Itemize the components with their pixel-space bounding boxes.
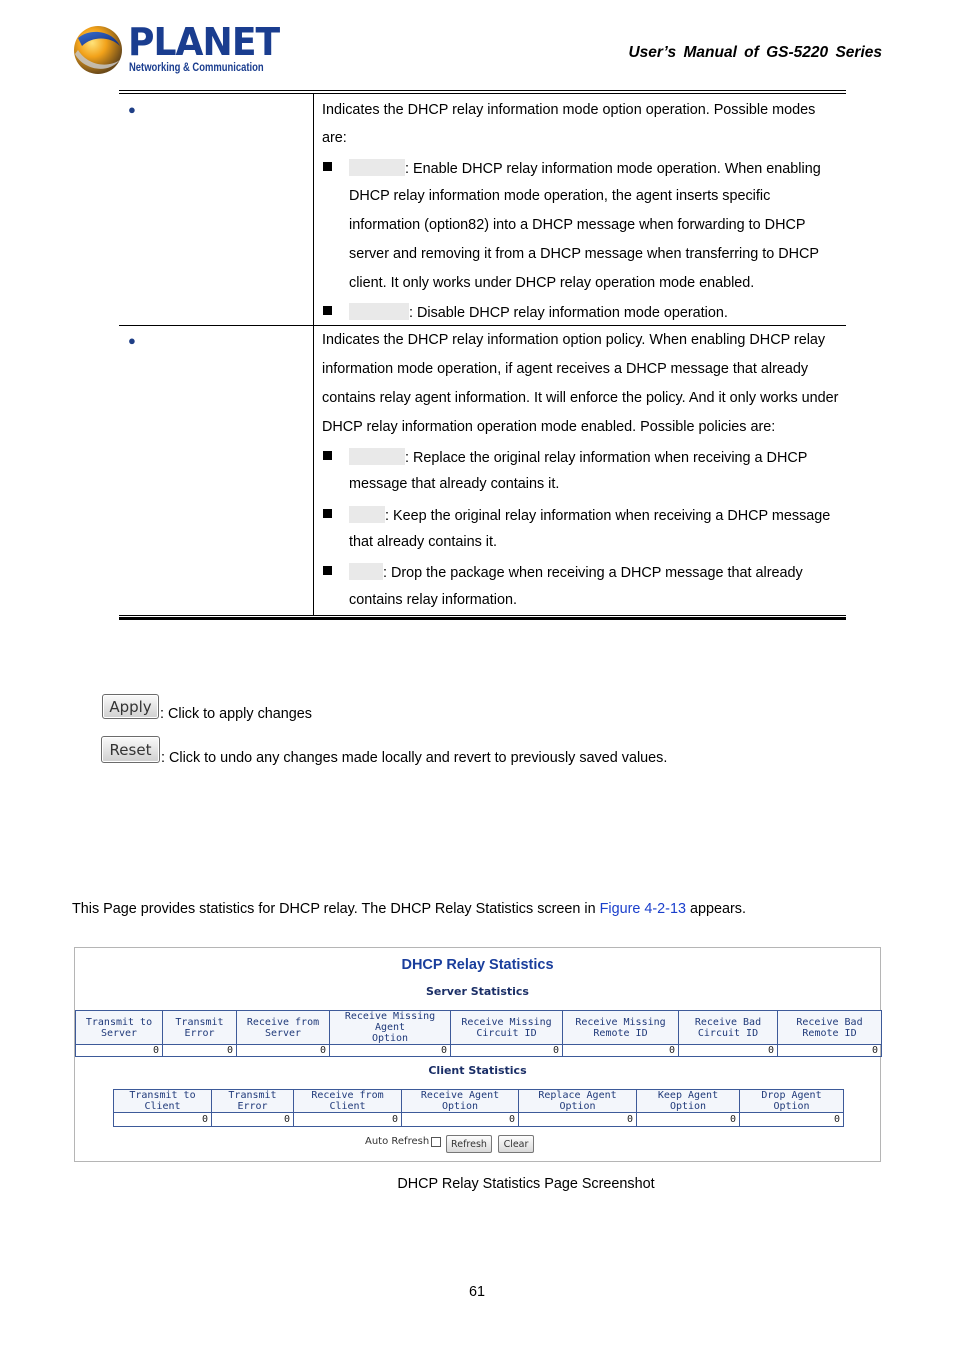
row1-option1-line3: information (option82) into a DHCP message when forwarding to DHCP <box>349 217 806 233</box>
reset-description: : Click to undo any changes made locally and revert to previously saved values. <box>161 750 668 766</box>
client-value-row <box>114 1113 844 1127</box>
option-label-placeholder <box>349 448 405 465</box>
server-header-cell-1 <box>76 1011 163 1045</box>
row1-option1-text: : Enable DHCP relay information mode operation. When enabling <box>405 161 821 177</box>
page-number: 61 <box>468 1284 485 1300</box>
row2-option1-line2: message that already contains it. <box>349 476 560 492</box>
row2-option3-text: : Drop the package when receiving a DHCP message that already <box>383 565 803 581</box>
figure-caption: DHCP Relay Statistics Page Screenshot <box>397 1176 655 1192</box>
row1-description-line1: Indicates the DHCP relay information mode option operation. Possible modes <box>322 102 816 118</box>
server-statistics-table <box>75 1010 882 1057</box>
auto-refresh-checkbox[interactable] <box>431 1137 441 1147</box>
client-header-cell-7: Drop Agent Option <box>740 1090 844 1113</box>
server-value-cell-8: 0 <box>778 1045 882 1057</box>
server-header-cell-4 <box>330 1011 451 1045</box>
table-bottom-rule <box>119 617 846 620</box>
client-value-cell-2: 0 <box>212 1113 294 1127</box>
client-value-cell-7: 0 <box>740 1113 844 1127</box>
row-bullet: ● <box>128 102 136 117</box>
server-value-cell-1: 0 <box>76 1045 163 1057</box>
server-header-cell-line: Receive Missing <box>575 1016 666 1028</box>
client-value-cell-6: 0 <box>637 1113 740 1127</box>
server-header-cell-line: Circuit ID <box>697 1027 759 1039</box>
server-header-cell-line: Remote ID <box>593 1027 648 1039</box>
row-bullet: ● <box>128 333 136 348</box>
server-value-cell-3: 0 <box>237 1045 330 1057</box>
server-header-cell-5 <box>451 1011 563 1045</box>
server-header-cell-6 <box>563 1011 679 1045</box>
row1-description-line2: are: <box>322 130 347 146</box>
client-header-cell-1: Transmit to Client <box>114 1090 212 1113</box>
option-label-placeholder <box>349 563 383 580</box>
server-header-cell-line: Receive Missing <box>461 1016 552 1028</box>
server-value-cell-7: 0 <box>679 1045 778 1057</box>
row2-description-line2: information mode operation, if agent receives a DHCP message that already <box>322 361 809 377</box>
auto-refresh-label: Auto Refresh <box>365 1136 430 1147</box>
planet-logo <box>72 20 280 78</box>
client-header-cell-3: Receive from Client <box>294 1090 402 1113</box>
row1-option1-line1 <box>349 159 821 177</box>
apply-button[interactable]: Apply <box>102 694 159 719</box>
option-label-placeholder <box>349 159 405 176</box>
square-bullet-icon <box>323 306 332 315</box>
client-header-cell-6: Keep Agent Option <box>637 1090 740 1113</box>
server-header-cell-line: Server <box>100 1027 138 1039</box>
server-header-cell-line: Server <box>264 1027 302 1039</box>
row2-option2-line2: that already contains it. <box>349 534 497 550</box>
table-top-rule-inner <box>119 93 846 94</box>
server-header-cell-line: Receive Bad <box>796 1016 863 1028</box>
row1-option1-line4: server and removing it from a DHCP message when transferring to DHCP <box>349 246 820 262</box>
server-header-cell-3 <box>237 1011 330 1045</box>
row2-description-line4: DHCP relay information operation mode enabled. Possible policies are: <box>322 419 776 435</box>
server-header-cell-line: Receive Missing Agent <box>344 1011 436 1033</box>
row2-option2-text: : Keep the original relay information when receiving a DHCP message <box>385 508 831 524</box>
client-statistics-table <box>113 1089 844 1127</box>
parameter-table <box>119 90 846 621</box>
server-header-cell-line: Error <box>184 1027 215 1039</box>
client-header-row <box>114 1090 844 1113</box>
server-header-row <box>76 1011 882 1045</box>
server-header-cell-7 <box>679 1011 778 1045</box>
row2-option3-line1 <box>349 563 803 581</box>
client-header-cell-4: Receive Agent Option <box>402 1090 519 1113</box>
square-bullet-icon <box>323 451 332 460</box>
server-statistics-title: Server Statistics <box>426 985 529 998</box>
client-value-cell-3: 0 <box>294 1113 402 1127</box>
option-label-placeholder <box>349 303 409 320</box>
server-header-cell-8 <box>778 1011 882 1045</box>
square-bullet-icon <box>323 162 332 171</box>
server-header-cell-line: Option <box>371 1033 409 1044</box>
server-value-cell-2: 0 <box>163 1045 237 1057</box>
client-value-cell-1: 0 <box>114 1113 212 1127</box>
server-value-cell-4: 0 <box>330 1045 451 1057</box>
server-header-cell-line: Remote ID <box>802 1027 857 1039</box>
apply-description: : Click to apply changes <box>160 706 312 722</box>
server-header-cell-line: Receive Bad <box>694 1016 762 1028</box>
server-header-cell-line: Transmit <box>175 1016 224 1028</box>
intro-paragraph <box>72 901 746 917</box>
row1-option2-line1 <box>349 303 728 321</box>
globe-logo-icon <box>72 24 124 76</box>
server-value-cell-6: 0 <box>563 1045 679 1057</box>
client-header-cell-5: Replace Agent Option <box>519 1090 637 1113</box>
manual-title: User’s Manual of GS-5220 Series <box>628 44 882 61</box>
clear-button[interactable]: Clear <box>498 1135 534 1153</box>
table-top-rule <box>119 90 846 91</box>
server-header-cell-line: Circuit ID <box>476 1027 537 1039</box>
client-value-cell-4: 0 <box>402 1113 519 1127</box>
reset-button[interactable]: Reset <box>101 736 160 763</box>
row1-option1-line5: client. It only works under DHCP relay operation mode enabled. <box>349 275 755 291</box>
dhcp-relay-statistics-screenshot <box>74 947 881 1162</box>
client-value-cell-5: 0 <box>519 1113 637 1127</box>
option-label-placeholder <box>349 506 385 523</box>
square-bullet-icon <box>323 566 332 575</box>
screenshot-title: DHCP Relay Statistics <box>401 957 554 973</box>
client-statistics-title: Client Statistics <box>428 1064 527 1077</box>
refresh-button[interactable]: Refresh <box>446 1135 492 1153</box>
row2-description-line1: Indicates the DHCP relay information option policy. When enabling DHCP relay <box>322 332 826 348</box>
table-bottom-rule-inner <box>119 615 846 616</box>
server-header-cell-2 <box>163 1011 237 1045</box>
column-divider <box>313 94 314 615</box>
row1-option1-line2: DHCP relay information mode operation, the agent inserts specific <box>349 188 771 204</box>
server-value-row <box>76 1045 882 1057</box>
row2-description-line3: contains relay agent information. It will enforce the policy. And it only works under <box>322 390 839 406</box>
server-header-cell-line: Transmit to <box>85 1016 153 1028</box>
intro-text: This Page provides statistics for DHCP relay. The DHCP Relay Statistics screen in <box>72 901 600 917</box>
square-bullet-icon <box>323 509 332 518</box>
row2-option2-line1 <box>349 506 830 524</box>
server-header-cell-line: Receive from <box>246 1016 320 1028</box>
row2-option1-text: : Replace the original relay information when receiving a DHCP <box>405 450 808 466</box>
row1-option2-text: : Disable DHCP relay information mode operation. <box>409 305 728 321</box>
client-header-cell-2: Transmit Error <box>212 1090 294 1113</box>
server-value-cell-5: 0 <box>451 1045 563 1057</box>
intro-text-end: appears. <box>685 901 746 917</box>
row2-option3-line2: contains relay information. <box>349 592 517 608</box>
row2-option1-line1 <box>349 448 807 466</box>
brand-name: PLANET <box>128 20 280 64</box>
brand-tagline: Networking & Communication <box>129 62 264 74</box>
figure-link[interactable]: Figure 4-2-13 <box>599 901 686 917</box>
row-separator <box>119 325 846 326</box>
